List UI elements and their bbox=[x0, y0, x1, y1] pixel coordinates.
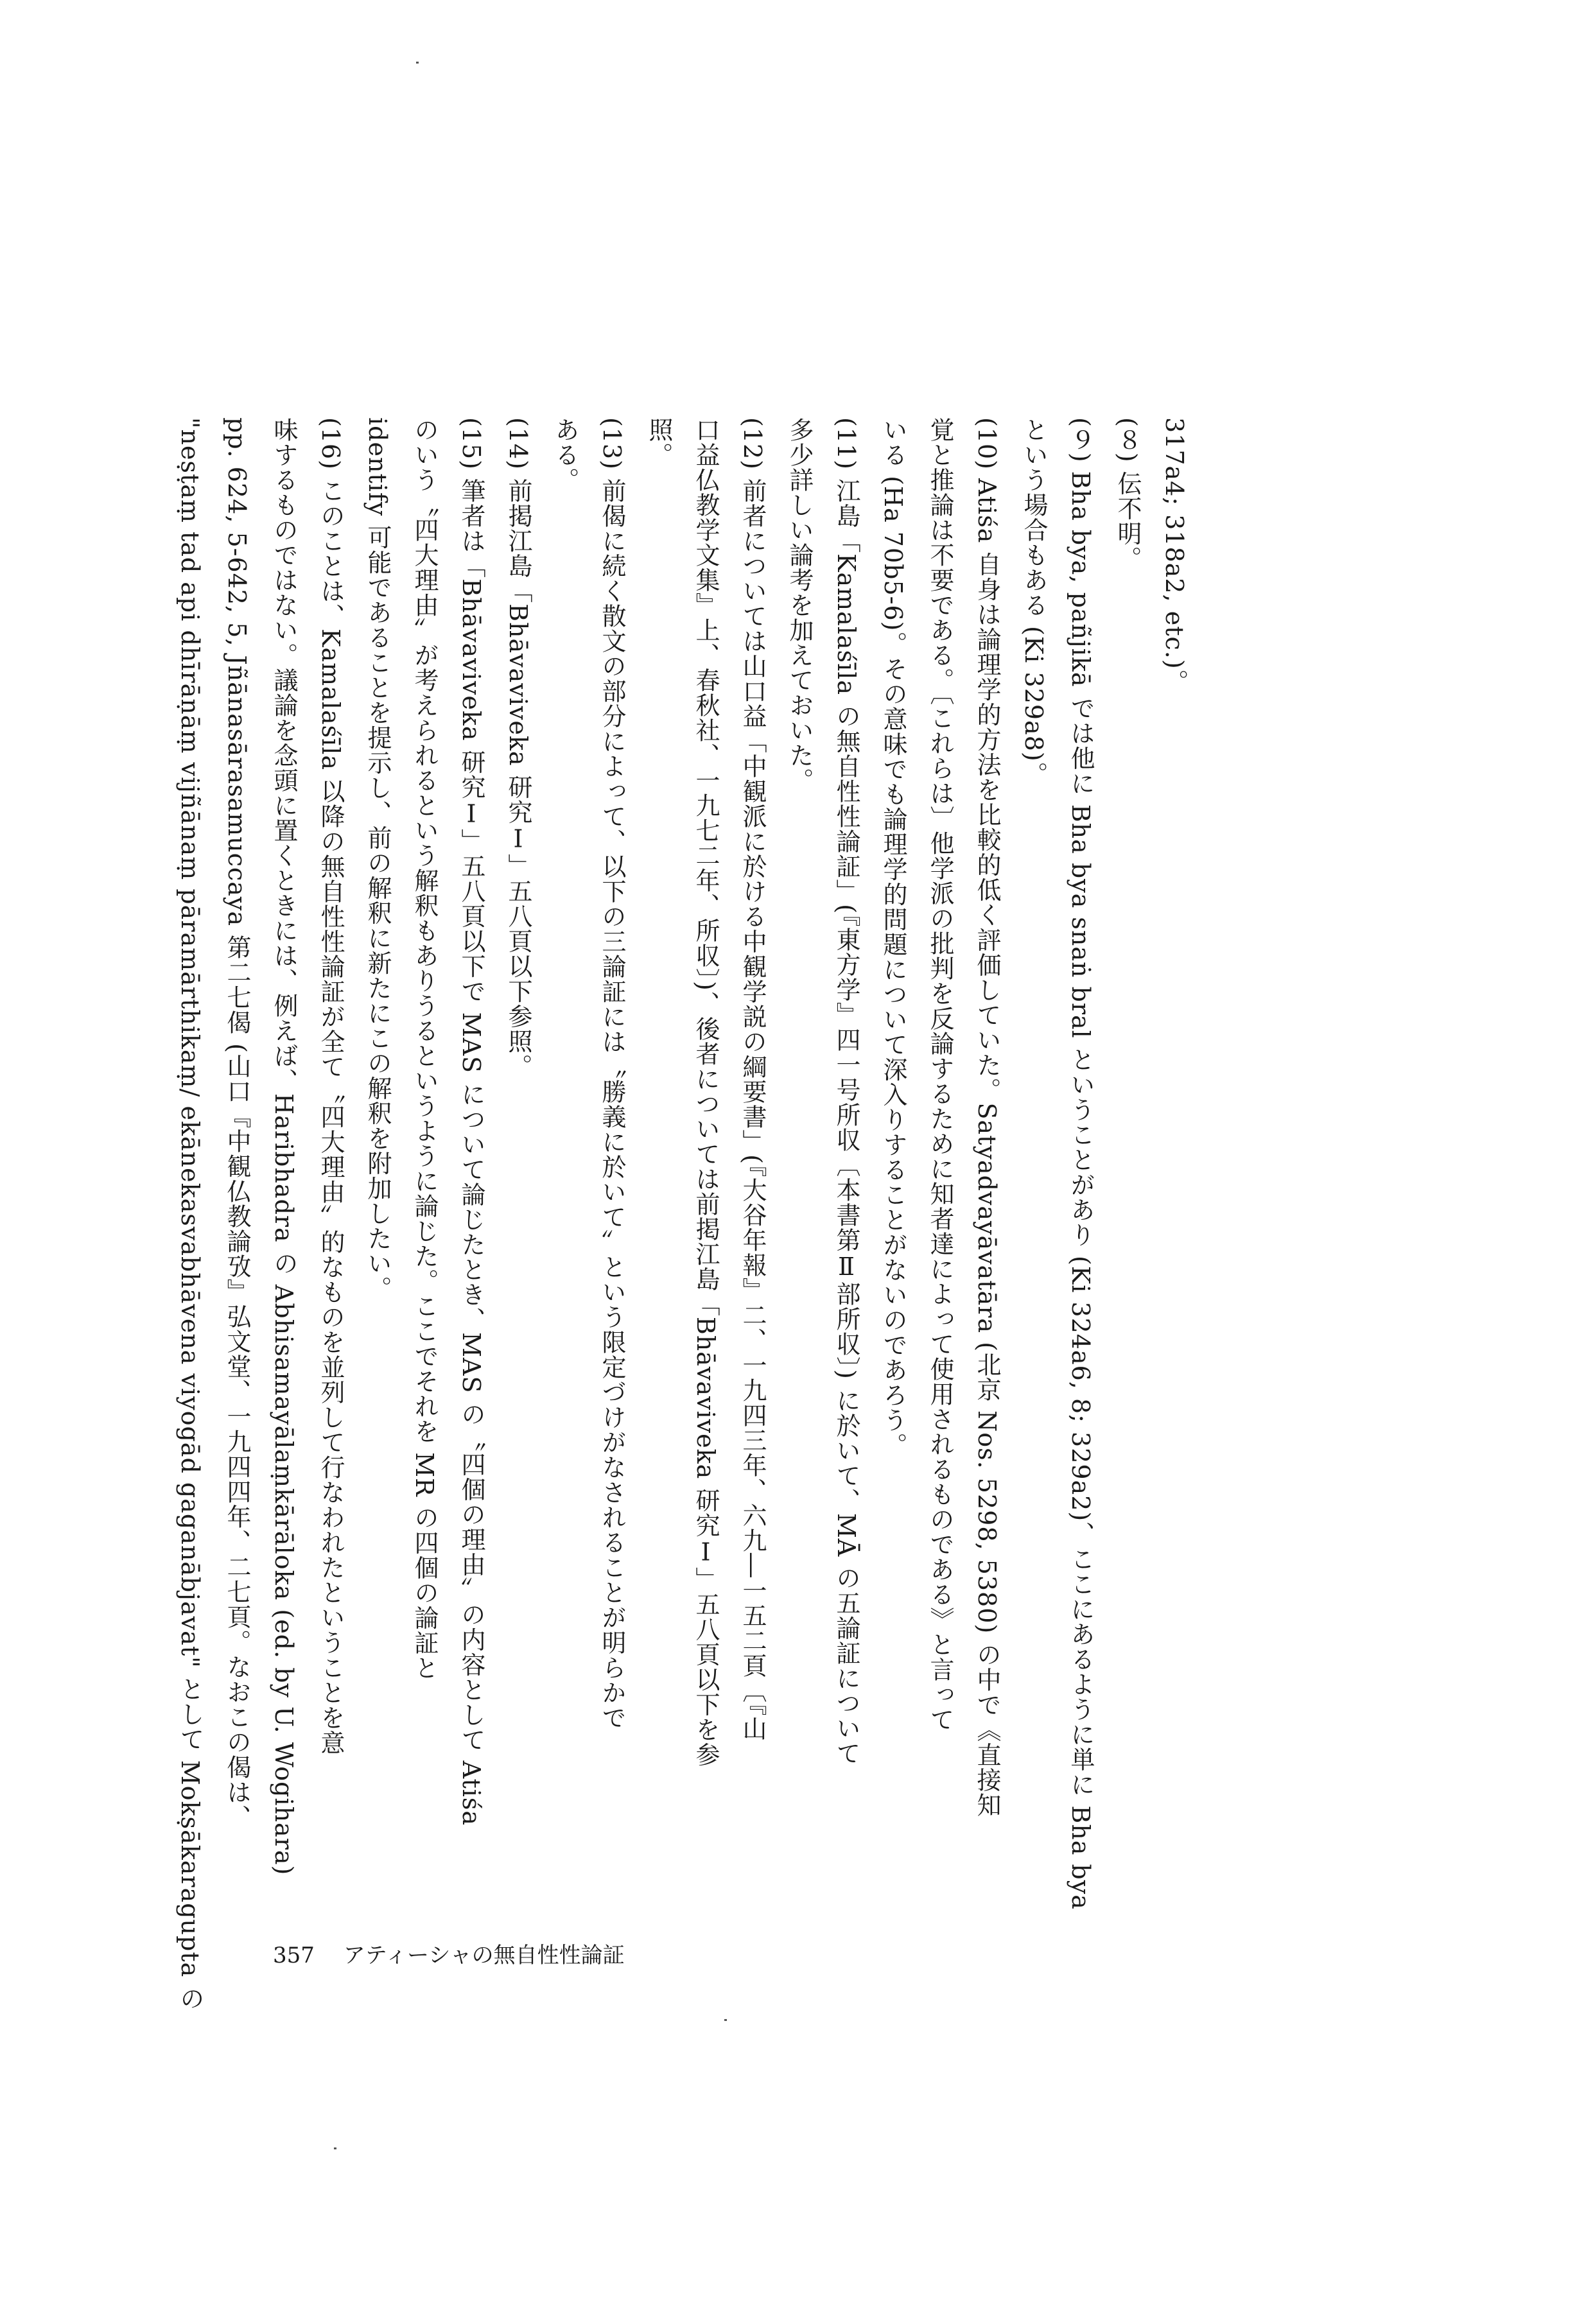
endnote-line: (16) このことは、Kamalaśīla 以降の無自性性論証が全て〝四大理由〟的なものを並列して行なわれたということを意 bbox=[317, 417, 345, 1756]
endnote-line: 味するものではない。議論を念頭に置くときには、例えば、Haribhadra の Abhisamayālaṃkārāloka (ed. by U. Wogihara) bbox=[270, 417, 298, 1876]
endnote-n15 bbox=[354, 417, 494, 1907]
endnote-line: pp. 624, 5-642, 5, Jñānasārasamuccaya 第二七偈 (山口『中観仏教論攷』弘文堂、一九四四年、二七頁。なおこの偈は、 bbox=[223, 417, 251, 1830]
endnote-line: 317a4; 318a2, etc.)。 bbox=[1160, 417, 1189, 695]
endnote-line: (14) 前掲江島「Bhāvaviveka 研究Ⅰ」五八頁以下参照。 bbox=[504, 417, 532, 1079]
endnote-line: ある。 bbox=[551, 417, 579, 492]
scan-speck bbox=[334, 2147, 336, 2149]
endnote-line: (12) 前者については山口益「中観派に於ける中観学説の綱要書」(『大谷年報』二、一九四三年、六九―一五二頁〔『山 bbox=[738, 417, 767, 1741]
running-title: アティーシャの無自性性論証 bbox=[343, 1943, 625, 1968]
endnote-n13 bbox=[541, 417, 635, 1907]
endnote-line: のいう〝四大理由〟が考えられるという解釈もありうるというように論じた。ここでそれを MR の四個の論証と bbox=[410, 417, 439, 1681]
endnote-line: 覚と推論は不要である。〔これらは〕他学派の批判を反論するために知者達によって使用されるものである》と言って bbox=[926, 417, 954, 1732]
endnote-n9 bbox=[1010, 417, 1104, 1910]
endnote-line: という場合もある (Ki 329a8)。 bbox=[1020, 417, 1048, 787]
endnote-n8 bbox=[1104, 417, 1151, 1907]
endnote-n14 bbox=[494, 417, 541, 1907]
endnote-line: 口益仏教学文集』上、春秋社、一九七二年、所収〕)、後者については前掲江島「Bhāvaviveka 研究Ⅰ」五八頁以下を参 bbox=[692, 417, 720, 1767]
endnote-line: (15) 筆者は「Bhāvaviveka 研究Ⅰ」五八頁以下で MAS について論じたとき、MAS の〝四個の理由〟の内容として Atiśa bbox=[457, 417, 485, 1826]
endnote-line: (13) 前偈に続く散文の部分によって、以下の三論証には〝勝義に於いて〟という限定づけがなされることが明らかで bbox=[598, 417, 626, 1731]
scan-speck bbox=[416, 62, 419, 64]
endnote-n7-cont bbox=[1151, 417, 1198, 1907]
endnote-n10 bbox=[869, 417, 1010, 1907]
endnote-line: (９) Bha bya, pañjikā では他に Bha bya snaṅ bral ということがあり (Ki 324a6, 8; 329a2)、ここにあるように単に Bha bya bbox=[1067, 417, 1095, 1910]
scan-speck bbox=[724, 2019, 727, 2021]
endnote-n11 bbox=[776, 417, 869, 1907]
endnote-line: 多少詳しい論考を加えておいた。 bbox=[785, 417, 814, 793]
page-number: 357 bbox=[273, 1943, 315, 1968]
page-footer bbox=[273, 1938, 625, 1969]
endnote-line: identify 可能であることを提示し、前の解釈に新たにこの解釈を附加したい。 bbox=[363, 417, 392, 1301]
endnote-line: "neṣṭaṃ tad api dhīrāṇāṃ vijñānaṃ pāramārthikaṃ/ ekānekasvabhāvena viyogād gaganābjavat" として Mokṣākaragupta の bbox=[176, 417, 204, 2011]
endnote-n12 bbox=[635, 417, 776, 1907]
endnote-line: 照。 bbox=[645, 417, 673, 467]
endnote-line: (11) 江島「Kamalaśīla の無自性性論証」(『東方学』四一号所収〔本書第Ⅱ部所収〕) に於いて、MĀ の五論証について bbox=[832, 417, 860, 1766]
endnote-line: (10) Atiśa 自身は論理学的方法を比較的低く評価していた。Satyadvayāvatāra (北京 Nos. 5298, 5380) の中で《直接知 bbox=[973, 417, 1001, 1818]
endnote-line: (８) 伝不明。 bbox=[1113, 417, 1142, 571]
endnote-line: いる (Ha 70b5-6)。その意味でも論理学的問題について深入りすることがないのであろう。 bbox=[879, 417, 907, 1458]
